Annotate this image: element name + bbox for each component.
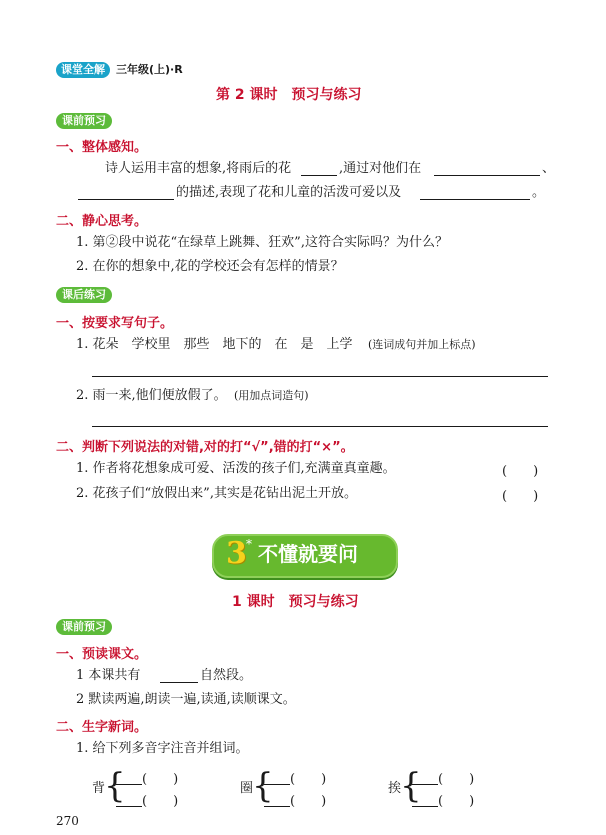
lesson-title: 1 课时 预习与练习 [232,594,359,610]
preview-tag: 课前预习 [56,113,112,129]
section-heading: 一、整体感知。 [56,140,148,155]
question-text: 2 默读两遍,朗读一遍,读通,读顺课文。 [76,692,296,707]
answer-line[interactable] [92,376,548,377]
pinyin-parens[interactable]: ( ) [142,772,179,787]
question-hint: (用加点词造句) [234,389,309,402]
question-text: 2. 雨一来,他们便放假了。 [76,388,227,403]
brace-icon: { [400,766,422,806]
fill-text: ,通过对他们在 [339,161,422,176]
pinyin-parens[interactable]: ( ) [290,772,327,787]
fill-text: 自然段。 [200,668,253,683]
word-blank[interactable] [116,806,142,807]
answer-blank[interactable] [434,175,540,176]
answer-line[interactable] [92,426,548,427]
answer-parens[interactable]: ( ) [502,489,539,504]
page-number: 270 [56,814,79,828]
brace-icon: { [104,766,126,806]
lesson-title: 第 2 课时 预习与练习 [216,87,362,103]
question-text: 1. 给下列多音字注音并组词。 [76,741,249,756]
word-blank[interactable] [412,784,438,785]
section-heading: 一、按要求写句子。 [56,316,174,331]
section-heading: 一、预读课文。 [56,647,148,662]
answer-blank[interactable] [160,682,198,683]
grade-label: 三年级(上)·R [116,63,183,76]
pinyin-parens[interactable]: ( ) [438,794,475,809]
practice-tag: 课后练习 [56,287,112,303]
question-text: 2. 花孩子们“放假出来”,其实是花钻出泥土开放。 [76,486,357,501]
polyphonic-char: 背 [92,781,106,796]
question-hint: (连词成句并加上标点) [368,338,476,351]
word-blank[interactable] [264,784,290,785]
pinyin-parens[interactable]: ( ) [438,772,475,787]
polyphonic-char: 圈 [240,781,254,796]
answer-parens[interactable]: ( ) [502,464,539,479]
question-text: 1. 作者将花想象成可爱、活泼的孩子们,充满童真童趣。 [76,461,396,476]
fill-text: 的描述,表现了花和儿童的活泼可爱以及 [176,185,402,200]
section-heading: 二、判断下列说法的对错,对的打“√”,错的打“×”。 [56,440,354,455]
lesson-name: 不懂就要问 [258,542,358,566]
answer-blank[interactable] [78,199,174,200]
fill-text: 、 [542,161,556,176]
pinyin-parens[interactable]: ( ) [142,794,179,809]
brace-icon: { [252,766,274,806]
answer-blank[interactable] [301,175,337,176]
fill-text: 诗人运用丰富的想象,将雨后的花 [105,161,292,176]
optional-star-icon: * [246,537,252,551]
question-text: 2. 在你的想象中,花的学校还会有怎样的情景？ [76,259,344,274]
word-blank[interactable] [116,784,142,785]
answer-blank[interactable] [420,199,530,200]
question-text: 1. 第②段中说花“在绿草上跳舞、狂欢”,这符合实际吗？为什么？ [76,235,448,250]
section-heading: 二、生字新词。 [56,720,148,735]
brand-logo: 课堂全解 [56,62,110,78]
pinyin-parens[interactable]: ( ) [290,794,327,809]
question-text: 1. 花朵 学校里 那些 地下的 在 是 上学 [76,337,353,352]
word-blank[interactable] [412,806,438,807]
lesson-number: 3 [226,536,247,571]
fill-text: 1 本课共有 [76,668,141,683]
fill-text: 。 [532,185,546,200]
preview-tag: 课前预习 [56,619,112,635]
word-blank[interactable] [264,806,290,807]
polyphonic-char: 挨 [388,781,402,796]
section-heading: 二、静心思考。 [56,214,148,229]
